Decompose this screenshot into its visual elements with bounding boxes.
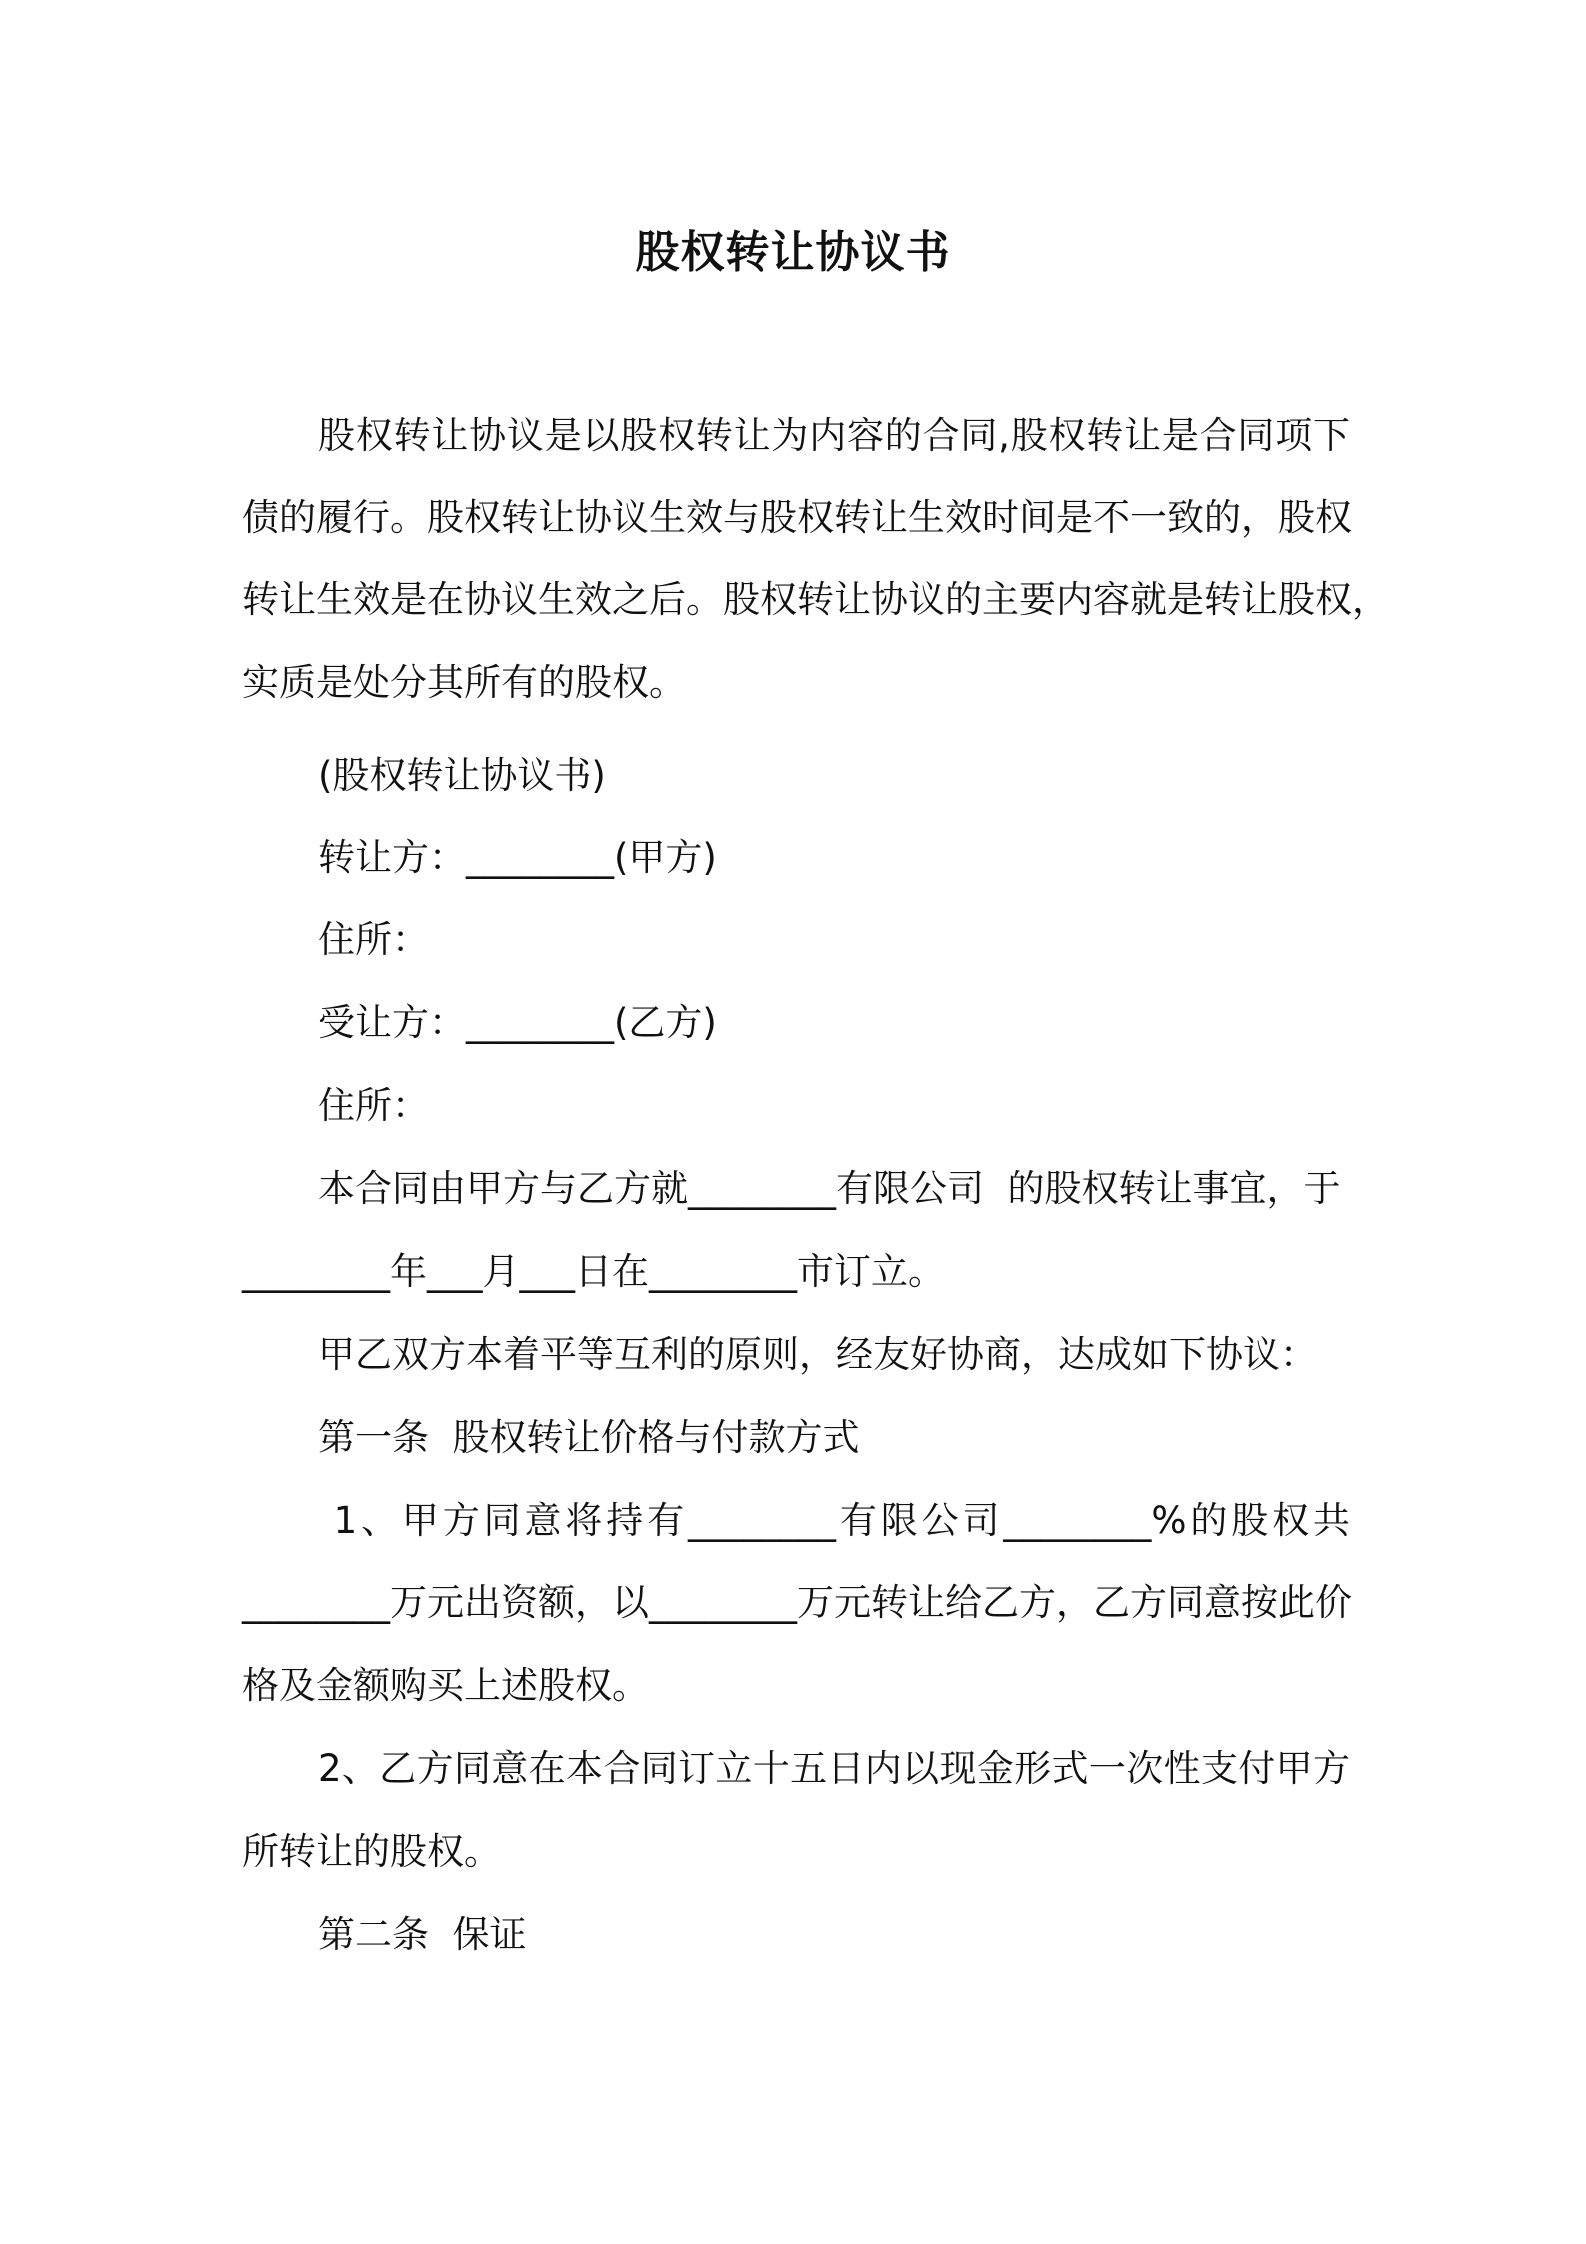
preamble-line-1: 本合同由甲方与乙方就________有限公司 的股权转让事宜，于 (318, 1167, 1341, 1210)
article-1-heading: 第一条 股权转让价格与付款方式 (318, 1416, 860, 1459)
article-1-clause-1-line-2: ________万元出资额，以________万元转让给乙方，乙方同意按此价 (242, 1581, 1352, 1624)
preamble-line-2: ________年___月___日在________市订立。 (242, 1250, 945, 1293)
article-1-clause-1-line-3: 格及金额购买上述股权。 (242, 1664, 649, 1707)
intro-line-3: 转让生效是在协议生效之后。股权转让协议的主要内容就是转让股权， (242, 578, 1389, 621)
transferor-line: 转让方：________(甲方) (318, 836, 717, 879)
agreement-statement: 甲乙双方本着平等互利的原则，经友好协商，达成如下协议： (318, 1333, 1317, 1376)
article-2-heading: 第二条 保证 (318, 1913, 527, 1956)
subtitle: (股权转让协议书) (318, 754, 606, 797)
transferee-address: 住所： (318, 1084, 429, 1127)
intro-line-1: 股权转让协议是以股权转让为内容的合同,股权转让是合同项下 (318, 414, 1350, 457)
document-title: 股权转让协议书 (635, 227, 951, 278)
transferor-address: 住所： (318, 918, 429, 961)
article-1-clause-2-line-1: 2、乙方同意在本合同订立十五日内以现金形式一次性支付甲方 (318, 1747, 1350, 1790)
transferee-line: 受让方：________(乙方) (318, 1001, 717, 1044)
intro-line-4: 实质是处分其所有的股权。 (242, 661, 686, 704)
article-1-clause-1-line-1: 1、甲方同意将持有________有限公司________%的股权共 (318, 1499, 1350, 1542)
article-1-clause-2-line-2: 所转让的股权。 (242, 1830, 501, 1873)
intro-line-2: 债的履行。股权转让协议生效与股权转让生效时间是不一致的，股权 (242, 496, 1352, 539)
